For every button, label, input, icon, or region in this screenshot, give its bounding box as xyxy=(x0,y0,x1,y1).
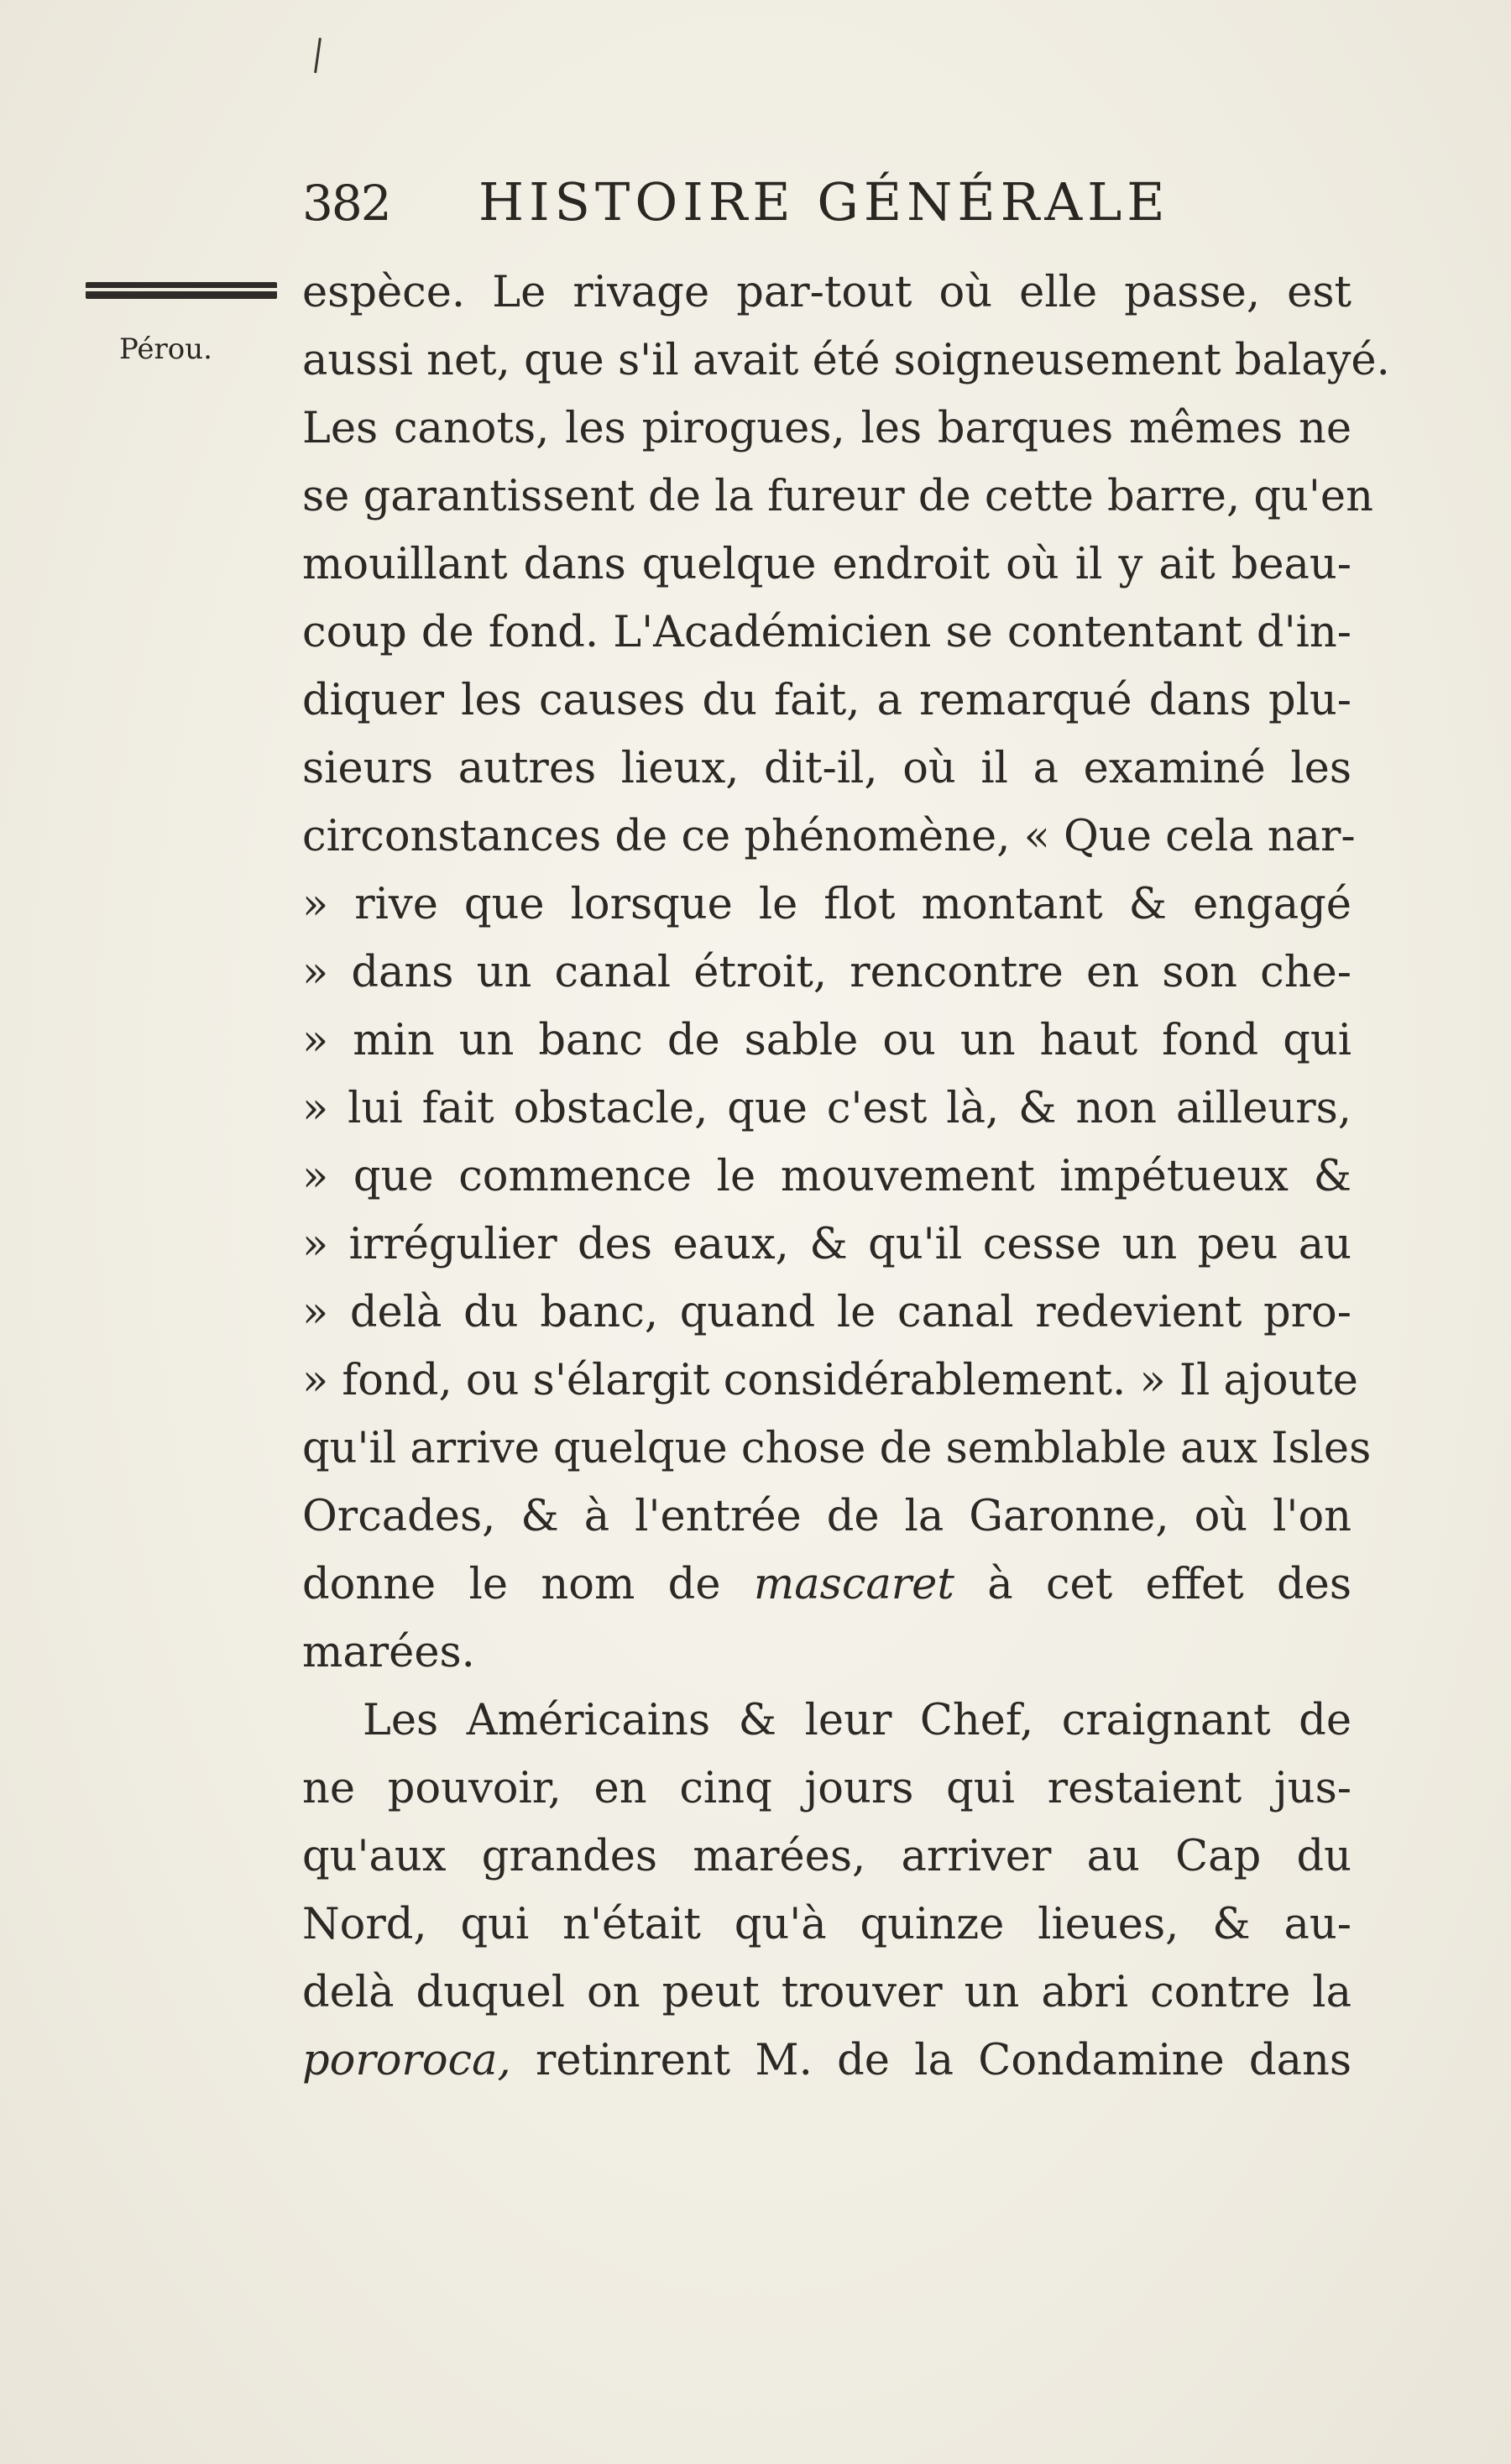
text-line: ne pouvoir, en cinq jours qui restaient jus- xyxy=(302,1764,1352,1813)
text-segment: donne le nom de xyxy=(302,1560,721,1609)
text-line: espèce. Le rivage par-tout où elle passe, est xyxy=(302,268,1352,317)
text-segment: retinrent M. de la Condamine dans xyxy=(536,2036,1352,2085)
text-line: » que commence le mouvement impétueux & xyxy=(302,1152,1352,1201)
text-segment: à cet effet des xyxy=(987,1560,1352,1609)
text-line: qu'il arrive quelque chose de semblable aux Isles xyxy=(302,1424,1372,1473)
text-line: » dans un canal étroit, rencontre en son che- xyxy=(302,948,1352,997)
text-line: marées. xyxy=(302,1628,475,1677)
text-line: diquer les causes du fait, a remarqué dans plu- xyxy=(302,676,1352,725)
text-line: circonstances de ce phénomène, « Que cela nar- xyxy=(302,812,1356,861)
text-line: delà duquel on peut trouver un abri contre la xyxy=(302,1968,1352,2017)
ink-mark xyxy=(314,38,322,73)
running-title: HISTOIRE GÉNÉRALE xyxy=(478,171,1170,233)
italic-term: pororoca, xyxy=(302,2036,511,2085)
text-line: Les canots, les pirogues, les barques mêmes ne xyxy=(302,404,1352,453)
text-line: » delà du banc, quand le canal redevient pro- xyxy=(302,1288,1352,1337)
margin-note: Pérou. xyxy=(119,332,212,366)
text-line: » min un banc de sable ou un haut fond qui xyxy=(302,1016,1352,1065)
body-text xyxy=(302,259,1390,2095)
text-line: coup de fond. L'Académicien se contentant d'in- xyxy=(302,608,1352,657)
text-line: se garantissent de la fureur de cette barre, qu'en xyxy=(302,472,1373,521)
text-line: » fond, ou s'élargit considérablement. » Il ajoute xyxy=(302,1356,1358,1405)
text-line xyxy=(302,1551,1352,1619)
italic-term: mascaret xyxy=(753,1560,954,1609)
paragraph-start-line: Les Américains & leur Chef, craignant de xyxy=(363,1696,1352,1745)
text-line: » rive que lorsque le flot montant & engagé xyxy=(302,880,1352,929)
text-line xyxy=(302,2027,1352,2095)
text-line: Nord, qui n'était qu'à quinze lieues, & au- xyxy=(302,1900,1352,1949)
text-line: » lui fait obstacle, que c'est là, & non ailleurs, xyxy=(302,1084,1352,1133)
text-line: mouillant dans quelque endroit où il y ait beau- xyxy=(302,540,1352,589)
text-line: aussi net, que s'il avait été soigneusement balayé. xyxy=(302,336,1390,385)
text-line: qu'aux grandes marées, arriver au Cap du xyxy=(302,1832,1352,1881)
text-line: » irrégulier des eaux, & qu'il cesse un peu au xyxy=(302,1220,1352,1269)
page-number: 382 xyxy=(302,175,390,232)
text-line: sieurs autres lieux, dit-il, où il a examiné les xyxy=(302,744,1352,793)
text-line: Orcades, & à l'entrée de la Garonne, où l'on xyxy=(302,1492,1352,1541)
page-header xyxy=(302,168,1226,235)
margin-rule xyxy=(86,282,277,299)
